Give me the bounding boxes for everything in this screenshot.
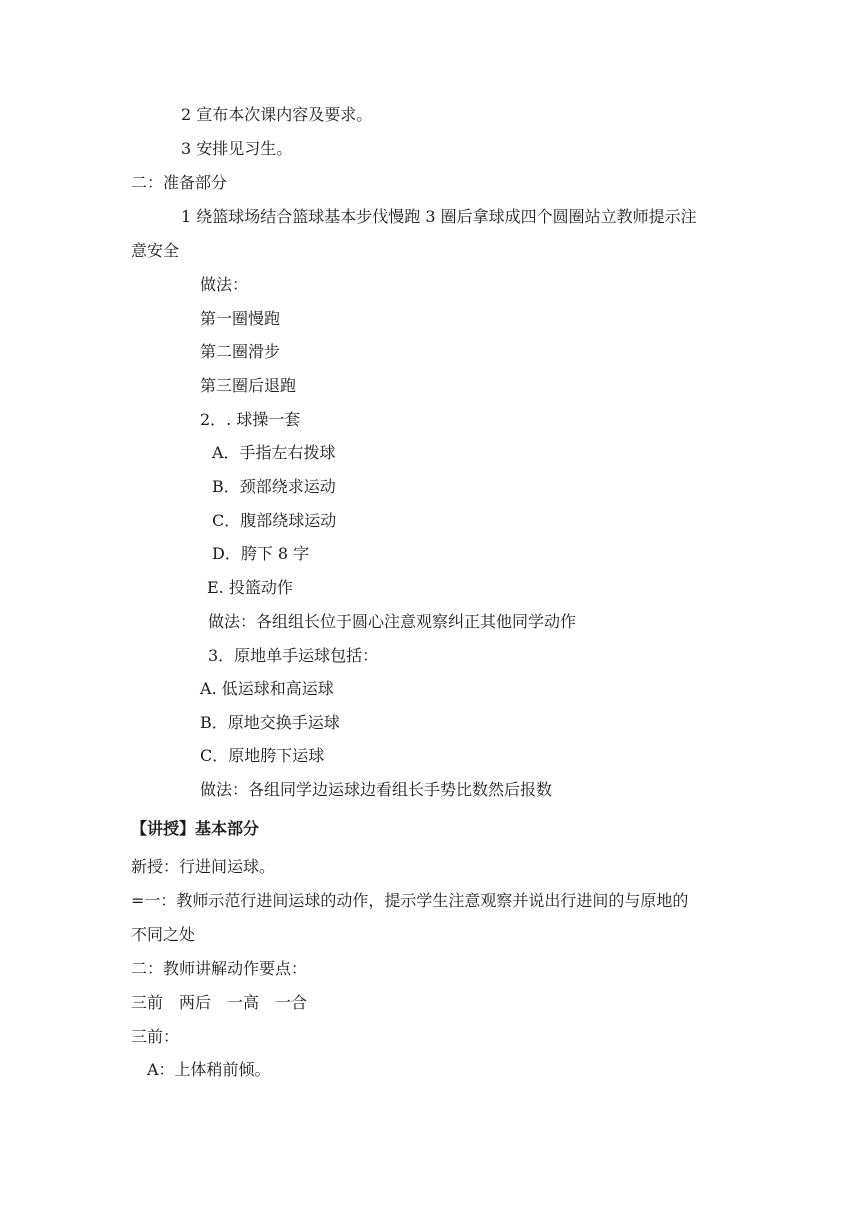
text-line-lap-three: 第三圈后退跑 (200, 376, 297, 395)
text-line-lap-one: 第一圈慢跑 (200, 309, 281, 328)
text-line-exercise-e: E. 投篮动作 (207, 578, 293, 597)
text-line-exercise-a: A．手指左右拨球 (212, 443, 336, 462)
text-line-method-count: 做法：各组同学边运球边看组长手势比数然后报数 (200, 780, 553, 799)
text-line-announce-content: 2 宣布本次课内容及要求。 (181, 105, 373, 124)
text-line-dribble-b: B．原地交换手运球 (200, 713, 340, 732)
text-line-lap-two: 第二圈滑步 (200, 342, 281, 361)
text-line-exercise-c: C．腹部绕球运动 (212, 511, 337, 530)
text-line-method-label: 做法： (200, 275, 249, 294)
text-line-point-a: A：上体稍前倾。 (147, 1060, 271, 1079)
text-line-key-point-summary: 三前 两后 一高 一合 (131, 993, 308, 1012)
text-line-teacher-demo: =一：教师示范行进间运球的动作，提示学生注意观察并说出行进间的与原地的 (131, 891, 689, 910)
text-line-ball-exercise: 2．. 球操一套 (200, 410, 301, 429)
text-line-exercise-d: D．胯下 8 字 (212, 544, 310, 563)
text-line-dribble-c: C．原地胯下运球 (200, 746, 325, 765)
section-heading-basic-part: 【讲授】基本部分 (131, 819, 260, 838)
text-line-three-front: 三前： (131, 1027, 180, 1046)
section-heading-preparation: 二：准备部分 (131, 173, 228, 192)
text-line-warmup-run: 1 绕篮球场结合篮球基本步伐慢跑 3 圈后拿球成四个圆圈站立教师提示注 (181, 207, 697, 226)
text-line-warmup-run-cont: 意安全 (131, 241, 180, 260)
text-line-key-points: 二：教师讲解动作要点： (131, 959, 308, 978)
text-line-dribble-in-place: 3．原地单手运球包括： (208, 646, 379, 665)
text-line-dribble-a: A. 低运球和高运球 (200, 679, 334, 698)
text-line-new-lesson: 新授：行进间运球。 (131, 857, 276, 876)
text-line-exercise-b: B．颈部绕求运动 (212, 477, 336, 496)
text-line-teacher-demo-cont: 不同之处 (131, 925, 196, 944)
text-line-method-leaders: 做法：各组组长位于圆心注意观察纠正其他同学动作 (208, 612, 577, 631)
text-line-arrange-observers: 3 安排见习生。 (181, 139, 293, 158)
